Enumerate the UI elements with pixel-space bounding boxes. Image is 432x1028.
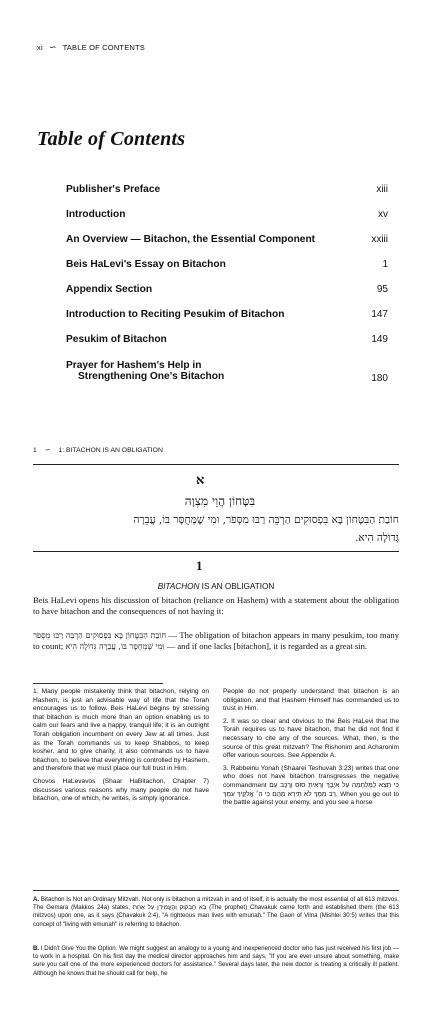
hebrew-text-line: גְּדוֹלָה הִיא. bbox=[355, 532, 399, 544]
footnote: 3. Rabbeinu Yonah (Shaarei Teshuvah 3:23) writes that one who does not have bitachon transgresses the negative commandment כִּי תֵצֵא לַמִּלְחָמָה עַל אֹיְבֶךָ וְרָאִיתָ סוּס וָרֶכֶב עַם רַב מִמְּךָ לֹא תִירָא מֵהֶם כִּי ה׳ אֱלֹקֶיךָ עִמָּךְ, When you go out to the battle against your enemy, and you see a horse bbox=[223, 764, 399, 807]
divider bbox=[33, 464, 399, 465]
toc-entry-page: xiii bbox=[376, 184, 388, 195]
footnote-text: I Didn't Give You the Option. We might suggest an analogy to a young and inexperienced doctor who has just received his first job — to work in a hospital. On his first day the medical director approaches him and says, "If you are ever unsure about something, make sure you call one of the more experienced doctors for assistance." Several days later, the new doctor is treating a critically ill patient. Although he knows that he should call for help, he bbox=[33, 945, 399, 977]
toc-entry-page: 95 bbox=[376, 284, 388, 295]
toc-entry[interactable] bbox=[66, 259, 388, 270]
hebrew-title: בִּטָּחוֹן הֲוֵי מִצְוָה bbox=[184, 494, 256, 508]
toc-entry-label: Introduction bbox=[66, 209, 126, 220]
page-number: xi bbox=[37, 43, 43, 52]
hebrew-text-line: חוֹבַת הַבִּטָּחוֹן בָּא בִּפְסוּקִים הַרְבֵּה רַבּוּ מִסְּפֹר, וּמִי שֶׁמְּחֻסָּר בּוֹ, עֲבֵרָה bbox=[133, 514, 399, 526]
toc-entry-page: 180 bbox=[371, 373, 388, 384]
footnote-column-left bbox=[33, 688, 209, 812]
toc-entry-label: An Overview — Bitachon, the Essential Component bbox=[66, 234, 316, 245]
page-title: Table of Contents bbox=[37, 128, 186, 150]
toc-entry-label-line2: Strengthening One's Bitachon bbox=[78, 371, 225, 382]
body-text: — and if one lacks [bitachon], it is regarded as a great sin. bbox=[164, 641, 368, 652]
running-head-title: TABLE OF CONTENTS bbox=[62, 43, 146, 52]
toc-page bbox=[0, 0, 432, 430]
toc-entry-label: Publisher's Preface bbox=[66, 184, 161, 195]
toc-entry-label: Introduction to Reciting Pesukim of Bitachon bbox=[66, 309, 285, 320]
toc-entry-page: xxiii bbox=[371, 234, 388, 245]
section-heading-italic: BITACHON bbox=[157, 582, 200, 591]
section-heading-rest: IS AN OBLIGATION bbox=[199, 582, 275, 591]
running-head bbox=[37, 42, 145, 53]
running-head bbox=[33, 446, 163, 454]
divider bbox=[33, 890, 399, 891]
toc-entry-label: Prayer for Hashem's Help in bbox=[66, 360, 202, 371]
toc-entry[interactable] bbox=[66, 334, 388, 345]
section-heading bbox=[0, 582, 432, 591]
footnote: 2. It was so clear and obvious to the Beis HaLevi that the Torah requires us to have bitachon, that he did not find it necessary to cite any of the sources. What, then, is the source of this great mitzvah? The Rishonim and Acharonim offer various sources. See Appendix A. bbox=[223, 717, 399, 760]
ornament-icon: ∽ bbox=[44, 447, 51, 454]
hebrew-quote: חוֹבַת הַבִּטָּחוֹן בָּא בִּפְסוּקִים הַרְבֵּה רַבּוּ מִסְּפֹר bbox=[33, 631, 167, 640]
section-number: 1 bbox=[196, 558, 203, 573]
ornament-icon: ∽ bbox=[48, 42, 57, 52]
toc-entry-page: 1 bbox=[382, 259, 388, 270]
toc-entry-page: 147 bbox=[371, 309, 388, 320]
footnotes bbox=[33, 688, 399, 812]
lettered-footnote bbox=[33, 945, 399, 978]
chapter-page bbox=[0, 440, 432, 1028]
hebrew-quote: וּמִי שֶׁמְּחֻסָּר בּוֹ, עֲבֵרָה גְּדוֹלָה הִיא bbox=[65, 642, 165, 652]
body-text: — The obligation of bitachon bbox=[166, 630, 272, 640]
divider bbox=[33, 683, 163, 684]
footnote-letter: B. bbox=[33, 945, 40, 952]
footnote: 1. Many people mistakenly think that bitachon, relying on Hashem, is just an advisable way of life that the Torah encourages us to follow. Beis HaLevi begins by stressing that bitachon is much more than an option enabling us to calm our fears and live a happy, tranquil life; it is an outright Torah obligation incumbent on every Jew at all times. Just as the Torah commands us to keep Shabbos, to keep kosher, and to give charity, it also commands us to have bitachon, to believe that everything is controlled by Hashem, and therefore that we must place our full trust in Him. bbox=[33, 688, 209, 773]
toc-entry[interactable] bbox=[66, 209, 388, 220]
page-number: 1 bbox=[33, 446, 37, 454]
lettered-footnote bbox=[33, 896, 399, 929]
body-text: appears in many pesukim, too many to count; bbox=[33, 630, 399, 652]
footnote-text: Bitachon Is Not an Ordinary Mitzvah. Not only is bitachon a mitzvah in and of itself, it is actually the most essential of all 613 mitzvos. The Gemara (Makkos 24a) states, בָּא חֲבַקּוּק וְהֶעֱמִידָן עַל אַחַת (The prophet) Chavakuk came forth and established them (the 613 mitzvos) upon one, as it says (Chavakuk 2:4), "A righteous man lives with emunah." The Gaon of Vilna (Mishlei 30:5) writes that this concept of "living with emunah" is referring to bitachon. bbox=[33, 896, 400, 928]
section-badge-hebrew: א bbox=[196, 472, 205, 487]
toc-entry[interactable] bbox=[66, 284, 388, 295]
toc-entry-label: Pesukim of Bitachon bbox=[66, 334, 167, 345]
running-head-title: 1: BITACHON IS AN OBLIGATION bbox=[58, 446, 163, 454]
toc-entry[interactable] bbox=[66, 234, 388, 245]
toc-entry-page: xv bbox=[378, 209, 388, 220]
footnote: Chovos HaLevavos (Shaar HaBitachon, Chapter 7) discusses various reasons why many people do not have bitachon, one of which, he writes, is simply ignorance. bbox=[33, 777, 209, 803]
toc-entry-label: Appendix Section bbox=[66, 284, 153, 295]
body-paragraph bbox=[33, 630, 399, 652]
footnote: People do not properly understand that bitachon is an obligation, and that Hashem Himself has commanded us to trust in Him. bbox=[223, 688, 399, 713]
toc-entry[interactable] bbox=[66, 360, 388, 384]
toc-entry[interactable] bbox=[66, 184, 388, 195]
toc-entry[interactable] bbox=[66, 309, 388, 320]
toc-entry-page: 149 bbox=[371, 334, 388, 345]
footnote-letter: A. bbox=[33, 896, 40, 903]
footnote-column-right bbox=[223, 688, 399, 812]
body-paragraph: Beis HaLevi opens his discussion of bitachon (reliance on Hashem) with a statement about the obligation to have bitachon and the consequences of not having it: bbox=[33, 595, 399, 617]
toc-entry-label: Beis HaLevi's Essay on Bitachon bbox=[66, 259, 226, 270]
divider bbox=[33, 551, 399, 552]
